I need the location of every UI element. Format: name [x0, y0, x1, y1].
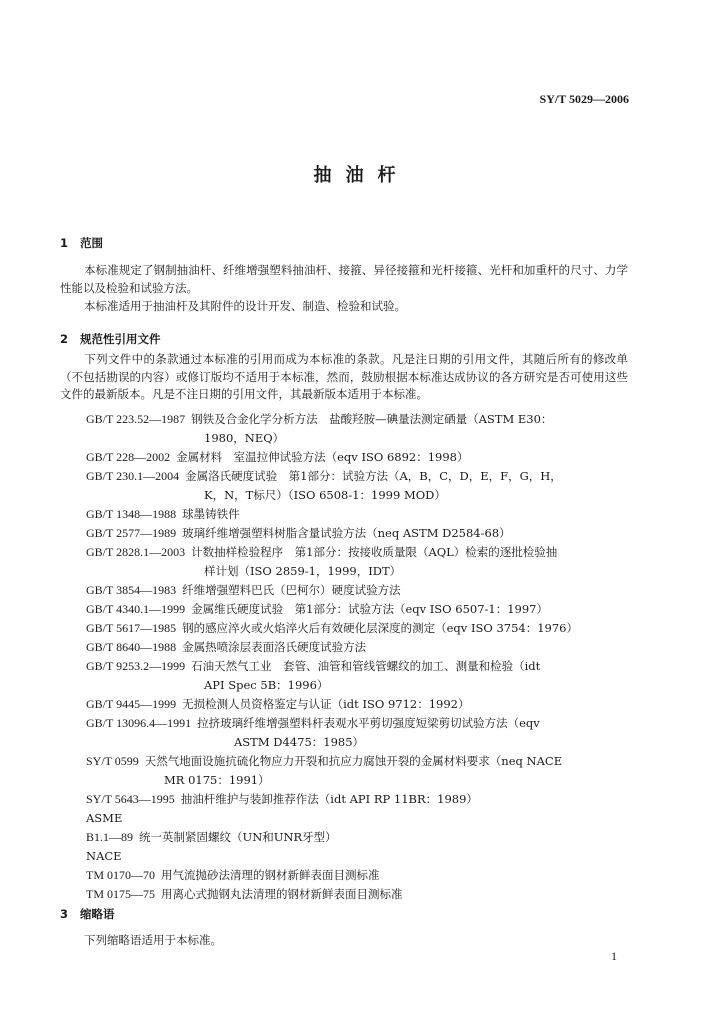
reference-item: TM 0170—70 用气流抛砂法清理的钢材新鲜表面目测标准: [86, 868, 380, 882]
reference-item: GB/T 2577—1989 玻璃纤维增强塑料树脂含量试验方法（neq ASTM D2584-68）: [86, 526, 511, 540]
document-number: SY/T 5029—2006: [539, 92, 629, 106]
reference-item: GB/T 9253.2—1999 石油天然气工业 套管、油管和管线管螺纹的加工、测量和检验（idt API Spec 5B：1996）: [86, 659, 541, 692]
section-heading-scope: [60, 235, 103, 251]
section-heading-references: [60, 331, 161, 347]
reference-item: GB/T 1348—1988 球墨铸铁件: [86, 507, 240, 521]
reference-item: GB/T 8640—1988 金属热喷涂层表面洛氏硬度试验方法: [86, 640, 367, 654]
reference-item: TM 0175—75 用离心式抛钢丸法清理的钢材新鲜表面目测标准: [86, 887, 403, 901]
reference-item: GB/T 228—2002 金属材料 室温拉伸试验方法（eqv ISO 6892：1998）: [86, 450, 469, 464]
scope-paragraph-1: 本标准规定了钢制抽油杆、纤维增强塑料抽油杆、接箍、异径接箍和光杆接箍、光杆和加重杆的尺寸、力学性能以及检验和试验方法。: [60, 263, 628, 295]
reference-item: SY/T 5643—1995 抽油杆维护与装卸推荐作法（idt API RP 11BR：1989）: [86, 792, 478, 806]
reference-item: GB/T 9445—1999 无损检测人员资格鉴定与认证（idt ISO 9712：1992）: [86, 697, 470, 711]
reference-item: GB/T 13096.4—1991 拉挤玻璃纤维增强塑料杆表观水平剪切强度短梁剪切试验方法（eqv ASTM D4475：1985）: [86, 716, 540, 749]
scope-paragraph-2: 本标准适用于抽油杆及其附件的设计开发、制造、检验和试验。: [84, 299, 406, 313]
reference-item: GB/T 223.52—1987 钢铁及合金化学分析方法 盐酸羟胺—碘量法测定硒量（ASTM E30： 1980，NEQ）: [86, 412, 553, 445]
reference-item: GB/T 3854—1983 纤维增强塑料巴氏（巴柯尔）硬度试验方法: [86, 583, 401, 597]
document-title: 抽油杆: [313, 165, 410, 186]
page-number: 1: [611, 949, 617, 963]
reference-item: GB/T 230.1—2004 金属洛氏硬度试验 第1部分：试验方法（A，B，C，D，E，F，G，H， K，N，T标尺）（ISO 6508-1：1999 MOD）: [86, 469, 562, 502]
references-intro: 下列文件中的条款通过本标准的引用而成为本标准的条款。凡是注日期的引用文件，其随后所有的修改单（不包括勘误的内容）或修订版均不适用于本标准，然而，鼓励根据本标准达成协议的各方研究是否可使用这些文件的最新版本。凡是不注日期的引用文件，其最新版本适用于本标准。: [60, 352, 628, 401]
section-number: 2: [60, 332, 69, 346]
reference-item: B1.1—89 统一英制紧固螺纹（UN和UNR牙型）: [86, 830, 337, 844]
reference-list: [86, 410, 631, 904]
abbreviations-intro: 下列缩略语适用于本标准。: [84, 933, 222, 947]
section-title: 缩略语: [80, 907, 115, 921]
section-title: 规范性引用文件: [80, 332, 161, 346]
reference-item: GB/T 2828.1—2003 计数抽样检验程序 第1部分：按接收质量限（AQL）检索的逐批检验抽 样计划（ISO 2859-1，1999，IDT）: [86, 545, 558, 578]
reference-item: GB/T 5617—1985 钢的感应淬火或火焰淬火后有效硬化层深度的测定（eqv ISO 3754：1976）: [86, 621, 578, 635]
section-number: 1: [60, 236, 69, 250]
reference-group-label: ASME: [86, 811, 123, 825]
section-heading-abbreviations: [60, 906, 115, 922]
section-title: 范围: [80, 236, 103, 250]
reference-item: SY/T 0599 天然气地面设施抗硫化物应力开裂和抗应力腐蚀开裂的金属材料要求（neq NACE MR 0175：1991）: [86, 754, 563, 787]
reference-item: GB/T 4340.1—1999 金属维氏硬度试验 第1部分：试验方法（eqv ISO 6507-1：1997）: [86, 602, 548, 616]
reference-group-label: NACE: [86, 849, 122, 863]
section-number: 3: [60, 907, 69, 921]
